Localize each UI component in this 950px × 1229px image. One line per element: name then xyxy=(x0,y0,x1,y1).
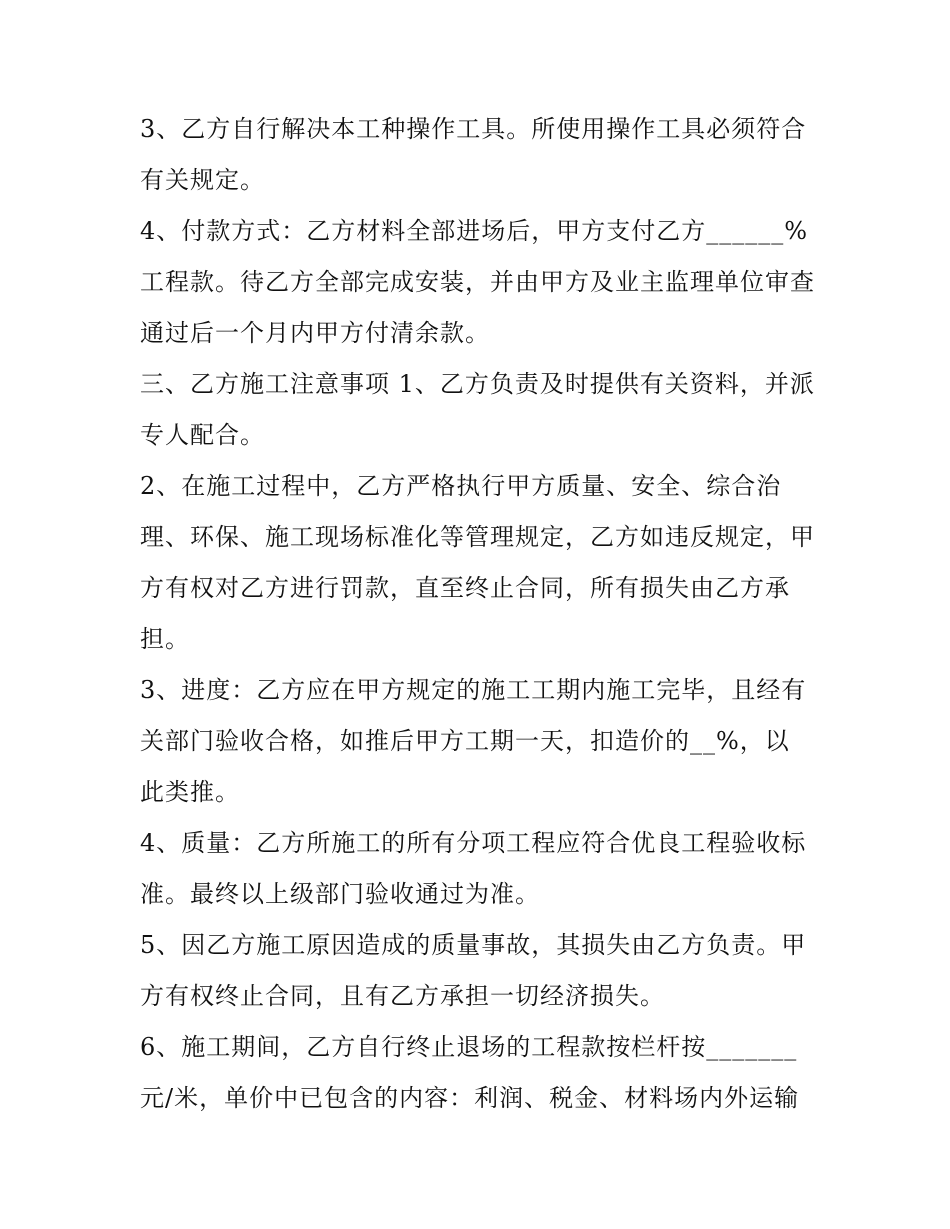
text-line: 此类推。 xyxy=(140,778,240,806)
text-line: 三、乙方施工注意事项 1、乙方负责及时提供有关资料，并派 xyxy=(140,370,815,398)
clause-quality xyxy=(140,818,820,920)
text-line: 4、质量：乙方所施工的所有分项工程应符合优良工程验收标 xyxy=(140,829,807,857)
text-line: 通过后一个月内甲方付清余款。 xyxy=(140,319,490,347)
text-line: 准。最终以上级部门验收通过为准。 xyxy=(140,880,540,908)
text-line: 专人配合。 xyxy=(140,421,265,449)
text-line: 关部门验收合格，如推后甲方工期一天，扣造价的__%，以 xyxy=(140,727,790,755)
text-line: 理、环保、施工现场标准化等管理规定，乙方如违反规定，甲 xyxy=(140,523,815,551)
clause-early-termination xyxy=(140,1022,820,1124)
document-body xyxy=(140,104,820,1124)
text-line: 4、付款方式：乙方材料全部进场后，甲方支付乙方______% xyxy=(140,217,809,245)
clause-payment xyxy=(140,206,820,359)
text-line: 工程款。待乙方全部完成安装，并由甲方及业主监理单位审查 xyxy=(140,268,815,296)
clause-schedule xyxy=(140,665,820,818)
text-line: 担。 xyxy=(140,625,190,653)
text-line: 5、因乙方施工原因造成的质量事故，其损失由乙方负责。甲 xyxy=(140,931,807,959)
text-line: 方有权对乙方进行罚款，直至终止合同，所有损失由乙方承 xyxy=(140,574,790,602)
text-line: 3、乙方自行解决本工种操作工具。所使用操作工具必须符合 xyxy=(140,115,807,143)
clause-tools xyxy=(140,104,820,206)
text-line: 方有权终止合同，且有乙方承担一切经济损失。 xyxy=(140,982,665,1010)
text-line: 3、进度：乙方应在甲方规定的施工工期内施工完毕，且经有 xyxy=(140,676,807,704)
section-construction-notes xyxy=(140,359,820,461)
clause-management-rules xyxy=(140,461,820,665)
text-line: 2、在施工过程中，乙方严格执行甲方质量、安全、综合治 xyxy=(140,472,782,500)
text-line: 元/米，单价中已包含的内容：利润、税金、材料场内外运输 xyxy=(140,1084,800,1112)
clause-quality-accident xyxy=(140,920,820,1022)
text-line: 6、施工期间，乙方自行终止退场的工程款按栏杆按_______ xyxy=(140,1033,798,1061)
text-line: 有关规定。 xyxy=(140,166,265,194)
